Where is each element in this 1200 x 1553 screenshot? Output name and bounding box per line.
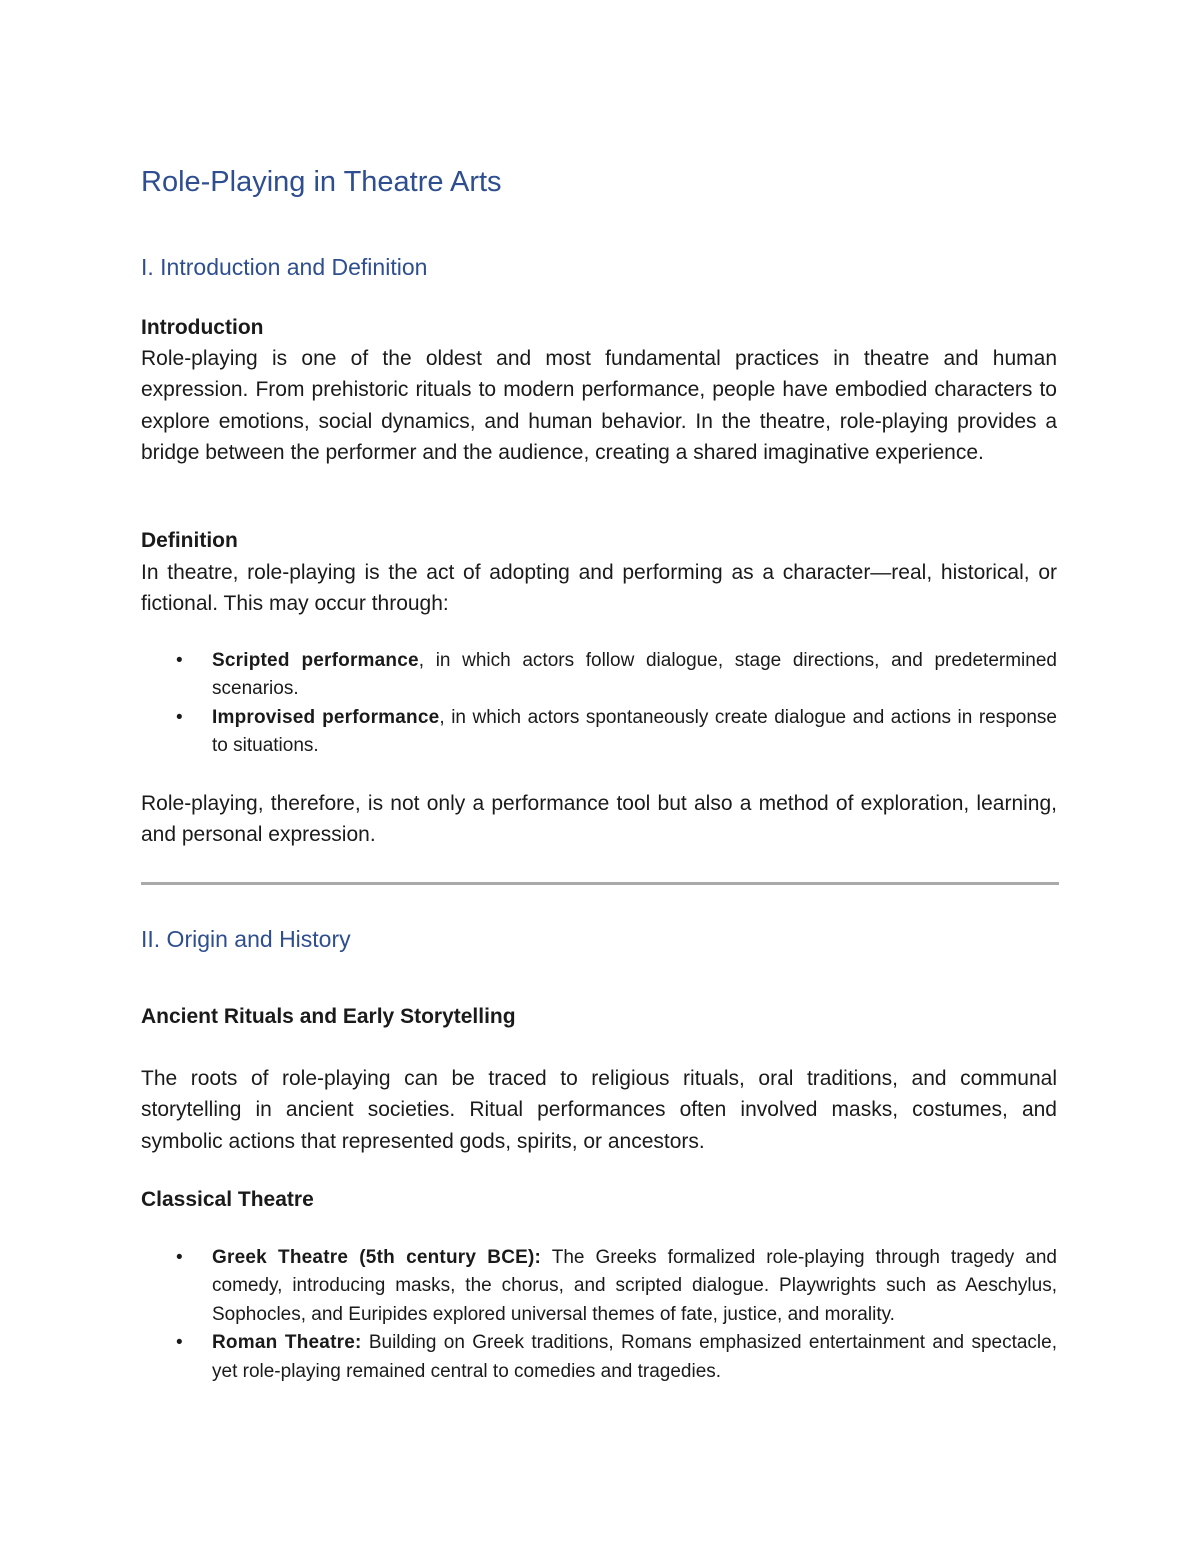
section-divider [141, 882, 1059, 885]
list-item-text: , in which actors follow dialogue, stage directions, and predetermined scenarios. [212, 650, 1057, 700]
list-item-text: The Greeks formalized role-playing through tragedy and comedy, introducing masks, the chorus, and scripted dialogue. Playwrights such as Aeschylus, Sophocles, and Euripides explored universal themes of fate, justice, and morality. [212, 1247, 1057, 1325]
list-item-term: Improvised performance [212, 706, 440, 728]
list-item-text: Building on Greek traditions, Romans emphasized entertainment and spectacle, yet role-playing remained central to comedies and tragedies. [212, 1332, 1057, 1382]
list-item [141, 647, 1057, 704]
list-item [141, 1329, 1057, 1386]
list-item [141, 704, 1057, 761]
subheading-classical-theatre: Classical Theatre [141, 1188, 314, 1211]
bullet-icon: • [176, 1332, 183, 1354]
performance-types-list [141, 647, 1057, 761]
introduction-paragraph: Role-playing is one of the oldest and most fundamental practices in theatre and human expression. From prehistoric rituals to modern performance, people have embodied characters to explore emotions, social dynamics, and human behavior. In the theatre, role-playing provides a bridge between the performer and the audience, creating a shared imaginative experience. [141, 347, 1057, 464]
list-item-text: , in which actors spontaneously create dialogue and actions in response to situations. [212, 706, 1057, 757]
section-heading-origin-history: II. Origin and History [141, 926, 351, 952]
subheading-introduction: Introduction [141, 316, 264, 339]
bullet-icon: • [176, 650, 183, 671]
list-item-term: Roman Theatre: [212, 1332, 362, 1354]
list-item [141, 1244, 1057, 1329]
list-item-term: Greek Theatre (5th century BCE): [212, 1247, 542, 1268]
bullet-icon: • [176, 706, 183, 728]
section-heading-introduction-definition: I. Introduction and Definition [141, 254, 428, 280]
closing-paragraph: Role-playing, therefore, is not only a performance tool but also a method of exploration, learning, and personal expression. [141, 792, 1057, 847]
classical-theatre-list [141, 1244, 1057, 1386]
subheading-ancient-rituals: Ancient Rituals and Early Storytelling [141, 1005, 516, 1028]
subheading-definition: Definition [141, 529, 238, 552]
ancient-rituals-paragraph: The roots of role-playing can be traced to religious rituals, oral traditions, and communal storytelling in ancient societies. Ritual performances often involved masks, costumes, and symbolic actions that represented gods, spirits, or ancestors. [141, 1067, 1057, 1153]
definition-paragraph: In theatre, role-playing is the act of adopting and performing as a character—real, historical, or fictional. This may occur through: [141, 561, 1057, 616]
bullet-icon: • [176, 1247, 183, 1268]
list-item-term: Scripted performance [212, 650, 419, 671]
document-title: Role-Playing in Theatre Arts [141, 166, 502, 198]
